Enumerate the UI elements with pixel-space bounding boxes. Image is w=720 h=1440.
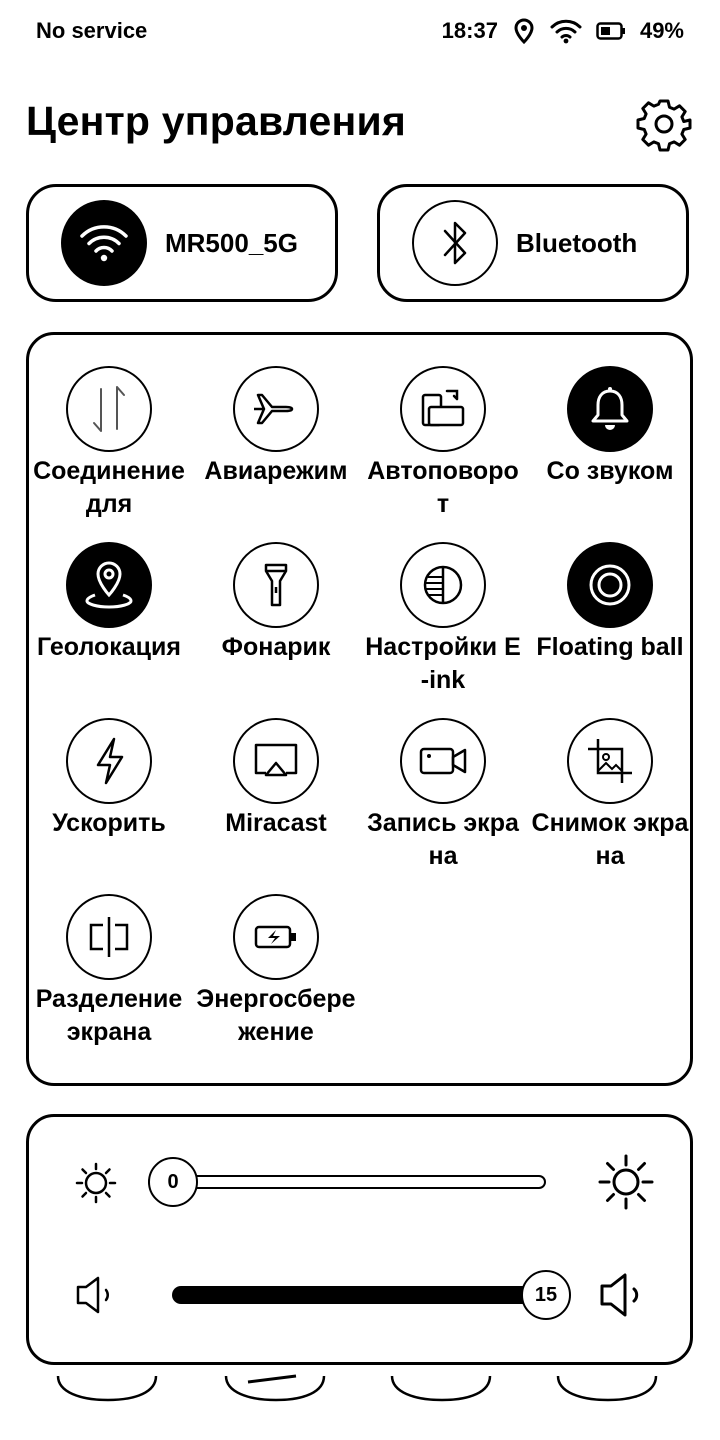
wifi-status-icon [550, 18, 582, 44]
split-screen-icon [66, 894, 152, 980]
volume-slider[interactable] [172, 1286, 546, 1304]
tile-label: Геолокация [36, 633, 182, 661]
page-title: Центр управления [26, 98, 407, 144]
battery-percent: 49% [639, 18, 684, 43]
floating-ball-icon [567, 542, 653, 628]
status-bar [0, 0, 720, 62]
status-indicators [442, 18, 684, 44]
flashlight-icon [233, 542, 319, 628]
tile-label: Miracast [225, 809, 327, 837]
lightning-icon [66, 718, 152, 804]
tile-floating-ball[interactable] [527, 542, 693, 664]
tile-airplane[interactable] [193, 366, 359, 488]
tile-label: Ускорить [52, 809, 166, 837]
airplane-icon [233, 366, 319, 452]
tile-screen-record[interactable] [360, 718, 526, 873]
tile-split-screen[interactable] [26, 894, 192, 1049]
tile-auto-rotate[interactable] [360, 366, 526, 521]
battery-status-icon [596, 22, 626, 40]
tile-battery-saver[interactable] [193, 894, 359, 1049]
battery-saver-icon [233, 894, 319, 980]
bluetooth-toggle[interactable] [377, 184, 689, 302]
tile-location[interactable] [26, 542, 192, 664]
brightness-slider[interactable] [148, 1175, 546, 1189]
tile-label: Авиарежим [204, 457, 348, 485]
volume-slider-thumb[interactable]: 15 [521, 1270, 571, 1320]
clock: 18:37 [441, 18, 498, 43]
bell-icon [567, 366, 653, 452]
bluetooth-label: Bluetooth [516, 227, 638, 258]
tile-sound[interactable] [527, 366, 693, 488]
tile-label: Настройки E-ink [365, 633, 521, 694]
tile-label: Автоповорот [367, 457, 519, 518]
screen-record-icon [400, 718, 486, 804]
tile-miracast[interactable] [193, 718, 359, 840]
location-status-icon [512, 18, 536, 44]
tile-flashlight[interactable] [193, 542, 359, 664]
carrier-status: No service [36, 18, 148, 43]
volume-high-icon [598, 1270, 650, 1325]
brightness-high-icon [596, 1152, 656, 1217]
tile-label: Разделение экрана [35, 985, 183, 1046]
tile-label: Снимок экрана [531, 809, 689, 870]
tile-boost[interactable] [26, 718, 192, 840]
screenshot-icon [567, 718, 653, 804]
wifi-icon [61, 200, 147, 286]
tile-data-transfer[interactable] [26, 366, 192, 521]
wifi-toggle[interactable] [26, 184, 338, 302]
tile-label: Запись экрана [367, 809, 519, 870]
cast-icon [233, 718, 319, 804]
dock-partial [0, 1368, 720, 1440]
sliders-panel [26, 1114, 693, 1365]
tile-eink[interactable] [360, 542, 526, 697]
gear-icon[interactable] [636, 96, 692, 152]
volume-low-icon [74, 1273, 118, 1322]
tile-label: Энергосбережение [196, 985, 356, 1046]
data-transfer-icon [66, 366, 152, 452]
wifi-network-name: MR500_5G [165, 227, 298, 258]
tile-label: Floating ball [536, 633, 684, 661]
bluetooth-icon [412, 200, 498, 286]
tile-label: Со звуком [546, 457, 674, 485]
brightness-slider-thumb[interactable]: 0 [148, 1157, 198, 1207]
brightness-low-icon [72, 1159, 120, 1212]
tile-label: Соединение для [33, 457, 185, 518]
tile-screenshot[interactable] [527, 718, 693, 873]
tile-label: Фонарик [221, 633, 331, 661]
eink-icon [400, 542, 486, 628]
location-icon [66, 542, 152, 628]
auto-rotate-icon [400, 366, 486, 452]
